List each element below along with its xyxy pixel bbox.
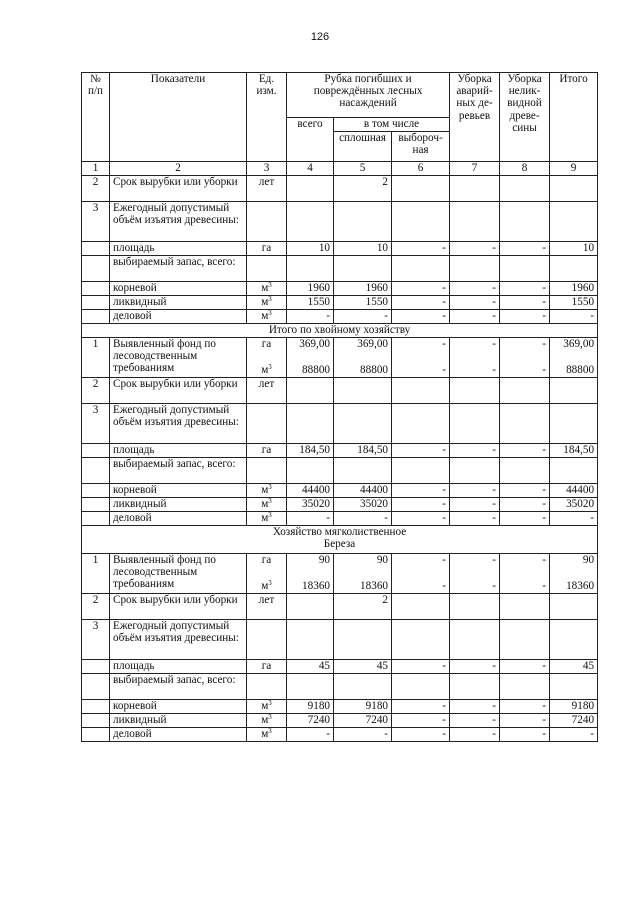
col-number: 4 xyxy=(287,162,334,176)
value-cell xyxy=(334,620,392,660)
row-unit: га $м^3$ xyxy=(247,554,287,594)
value-cell: - xyxy=(392,498,450,512)
value-cell: 1960 xyxy=(334,282,392,296)
value-cell: 369,00 88800 xyxy=(550,338,598,378)
row-number xyxy=(82,674,110,700)
value-cell: - xyxy=(500,660,550,674)
value-cell: - xyxy=(450,310,500,324)
value-cell xyxy=(450,620,500,660)
row-number: 1 xyxy=(82,554,110,594)
value-cell: - xyxy=(450,296,500,310)
value-cell xyxy=(450,378,500,404)
value-cell xyxy=(500,378,550,404)
row-unit: лет xyxy=(247,378,287,404)
row-number: 2 xyxy=(82,594,110,620)
value-cell: - xyxy=(450,498,500,512)
table-row xyxy=(82,484,598,498)
value-cell xyxy=(550,458,598,484)
value-cell: - xyxy=(287,512,334,526)
table-row xyxy=(82,310,598,324)
col-number: 3 xyxy=(247,162,287,176)
page-number: 126 xyxy=(310,31,330,43)
value-cell: - xyxy=(392,484,450,498)
value-cell xyxy=(500,256,550,282)
value-cell xyxy=(392,674,450,700)
value-cell: - xyxy=(500,512,550,526)
value-cell: 9180 xyxy=(334,700,392,714)
value-cell xyxy=(392,620,450,660)
header-emergency: Уборка аварий-ных де-ревьев xyxy=(450,73,500,162)
value-cell: - xyxy=(392,282,450,296)
section-header-row xyxy=(82,324,598,338)
row-number xyxy=(82,310,110,324)
value-cell: 90 18360 xyxy=(550,554,598,594)
col-number: 7 xyxy=(450,162,500,176)
row-unit: га xyxy=(247,660,287,674)
col-number: 2 xyxy=(110,162,247,176)
value-cell: - xyxy=(500,296,550,310)
value-cell: - xyxy=(450,282,500,296)
table-row xyxy=(82,674,598,700)
value-cell: - xyxy=(287,728,334,742)
value-cell: - xyxy=(392,444,450,458)
value-cell xyxy=(334,378,392,404)
value-cell: - xyxy=(500,498,550,512)
value-cell: - - xyxy=(500,554,550,594)
value-cell xyxy=(287,256,334,282)
row-number: 3 xyxy=(82,404,110,444)
row-label: корневой xyxy=(110,700,247,714)
value-cell: 10 xyxy=(287,242,334,256)
value-cell xyxy=(287,176,334,202)
value-cell: - xyxy=(392,714,450,728)
table-row xyxy=(82,282,598,296)
value-cell xyxy=(392,594,450,620)
row-number xyxy=(82,714,110,728)
section-header-row xyxy=(82,526,598,554)
row-number xyxy=(82,512,110,526)
row-unit: га xyxy=(247,242,287,256)
table-row xyxy=(82,700,598,714)
row-label: деловой xyxy=(110,728,247,742)
value-cell: - - xyxy=(450,554,500,594)
value-cell: - xyxy=(500,700,550,714)
value-cell: - xyxy=(500,444,550,458)
row-label: ликвидный xyxy=(110,296,247,310)
value-cell: 1550 xyxy=(287,296,334,310)
row-unit: $м^3$ xyxy=(247,714,287,728)
value-cell: 35020 xyxy=(287,498,334,512)
value-cell: - xyxy=(392,242,450,256)
value-cell: 44400 xyxy=(287,484,334,498)
table-row xyxy=(82,242,598,256)
header-selective: выбороч-ная xyxy=(392,132,450,162)
value-cell: - xyxy=(500,242,550,256)
value-cell xyxy=(450,202,500,242)
value-cell xyxy=(287,458,334,484)
table-row xyxy=(82,404,598,444)
value-cell xyxy=(287,594,334,620)
value-cell: 7240 xyxy=(287,714,334,728)
row-number xyxy=(82,728,110,742)
row-label: корневой xyxy=(110,484,247,498)
table-row xyxy=(82,444,598,458)
header-total-all: всего xyxy=(287,118,334,162)
value-cell: - - xyxy=(392,338,450,378)
row-label: Выявленный фонд по лесоводственным требованиям xyxy=(110,338,247,378)
table-row xyxy=(82,202,598,242)
row-unit: лет xyxy=(247,176,287,202)
value-cell xyxy=(550,176,598,202)
row-number xyxy=(82,282,110,296)
table-row xyxy=(82,714,598,728)
value-cell: - xyxy=(392,512,450,526)
table-row xyxy=(82,338,598,378)
value-cell: 7240 xyxy=(550,714,598,728)
row-number xyxy=(82,458,110,484)
row-label: деловой xyxy=(110,512,247,526)
header-including: в том числе xyxy=(334,118,450,132)
value-cell: - xyxy=(392,700,450,714)
row-label: Срок вырубки или уборки xyxy=(110,176,247,202)
col-number: 6 xyxy=(392,162,450,176)
row-label: Ежегодный допустимый объём изъятия древесины: xyxy=(110,202,247,242)
row-unit xyxy=(247,620,287,660)
table-row xyxy=(82,498,598,512)
value-cell: 9180 xyxy=(550,700,598,714)
table-row xyxy=(82,594,598,620)
value-cell: 7240 xyxy=(334,714,392,728)
value-cell: 45 xyxy=(334,660,392,674)
value-cell: - xyxy=(392,296,450,310)
value-cell xyxy=(550,594,598,620)
value-cell: 2 xyxy=(334,176,392,202)
value-cell: 9180 xyxy=(287,700,334,714)
row-unit: $м^3$ xyxy=(247,728,287,742)
row-label: Срок вырубки или уборки xyxy=(110,594,247,620)
row-label: Срок вырубки или уборки xyxy=(110,378,247,404)
value-cell: - xyxy=(550,728,598,742)
value-cell xyxy=(287,674,334,700)
value-cell xyxy=(500,594,550,620)
value-cell xyxy=(450,594,500,620)
row-label: Ежегодный допустимый объём изъятия древесины: xyxy=(110,404,247,444)
value-cell: - - xyxy=(450,338,500,378)
value-cell: 1550 xyxy=(334,296,392,310)
value-cell: 1550 xyxy=(550,296,598,310)
value-cell: 45 xyxy=(287,660,334,674)
table-row xyxy=(82,728,598,742)
value-cell xyxy=(287,404,334,444)
value-cell: - xyxy=(287,310,334,324)
value-cell: - - xyxy=(392,554,450,594)
row-unit: га $м^3$ xyxy=(247,338,287,378)
value-cell: - xyxy=(450,512,500,526)
row-label: выбираемый запас, всего: xyxy=(110,674,247,700)
value-cell xyxy=(392,202,450,242)
table-row xyxy=(82,176,598,202)
value-cell: - xyxy=(450,660,500,674)
value-cell xyxy=(392,176,450,202)
row-number xyxy=(82,498,110,512)
row-label: деловой xyxy=(110,310,247,324)
row-number xyxy=(82,444,110,458)
value-cell xyxy=(550,404,598,444)
col-number: 9 xyxy=(550,162,598,176)
value-cell: 369,00 88800 xyxy=(334,338,392,378)
col-number: 8 xyxy=(500,162,550,176)
value-cell: - xyxy=(500,310,550,324)
value-cell: 90 18360 xyxy=(334,554,392,594)
row-number: 2 xyxy=(82,176,110,202)
value-cell: 35020 xyxy=(334,498,392,512)
row-unit: га xyxy=(247,444,287,458)
row-number: 1 xyxy=(82,338,110,378)
row-unit: $м^3$ xyxy=(247,484,287,498)
row-label: площадь xyxy=(110,242,247,256)
value-cell: 184,50 xyxy=(550,444,598,458)
value-cell xyxy=(500,458,550,484)
row-number xyxy=(82,484,110,498)
section-title: Хозяйство мягколиственное Береза xyxy=(82,526,598,554)
row-number: 3 xyxy=(82,202,110,242)
table-row xyxy=(82,256,598,282)
value-cell: 1960 xyxy=(287,282,334,296)
value-cell: - xyxy=(500,484,550,498)
row-label: площадь xyxy=(110,660,247,674)
row-unit xyxy=(247,256,287,282)
forest-felling-table xyxy=(81,72,598,742)
value-cell xyxy=(550,674,598,700)
value-cell xyxy=(500,176,550,202)
value-cell xyxy=(500,620,550,660)
value-cell: 44400 xyxy=(334,484,392,498)
value-cell xyxy=(550,256,598,282)
value-cell xyxy=(500,404,550,444)
row-number: 3 xyxy=(82,620,110,660)
value-cell xyxy=(334,674,392,700)
value-cell: - xyxy=(450,242,500,256)
row-number xyxy=(82,700,110,714)
header-clear: сплошная xyxy=(334,132,392,162)
value-cell: 44400 xyxy=(550,484,598,498)
value-cell xyxy=(450,256,500,282)
row-unit: $м^3$ xyxy=(247,296,287,310)
table-row xyxy=(82,620,598,660)
value-cell xyxy=(392,458,450,484)
value-cell: - xyxy=(450,444,500,458)
value-cell: 10 xyxy=(334,242,392,256)
value-cell: 2 xyxy=(334,594,392,620)
row-label: ликвидный xyxy=(110,714,247,728)
table-row xyxy=(82,458,598,484)
value-cell xyxy=(287,202,334,242)
header-illiquid: Уборка нелик-видной древе-сины xyxy=(500,73,550,162)
column-numbers-row xyxy=(82,162,598,176)
row-unit: $м^3$ xyxy=(247,512,287,526)
header-indicators: Показатели xyxy=(110,73,247,162)
value-cell xyxy=(500,674,550,700)
row-number xyxy=(82,256,110,282)
value-cell xyxy=(500,202,550,242)
header-felling: Рубка погибших и повреждённых лесных насаждений xyxy=(287,73,450,118)
value-cell: - xyxy=(450,728,500,742)
row-unit: $м^3$ xyxy=(247,498,287,512)
table-row xyxy=(82,378,598,404)
value-cell xyxy=(334,202,392,242)
row-unit: $м^3$ xyxy=(247,282,287,296)
value-cell: - xyxy=(500,282,550,296)
value-cell xyxy=(392,404,450,444)
row-number xyxy=(82,660,110,674)
value-cell: 369,00 88800 xyxy=(287,338,334,378)
value-cell: - xyxy=(334,512,392,526)
value-cell xyxy=(334,458,392,484)
row-label: ликвидный xyxy=(110,498,247,512)
value-cell: - xyxy=(450,484,500,498)
value-cell: - xyxy=(550,512,598,526)
value-cell: 90 18360 xyxy=(287,554,334,594)
row-label: корневой xyxy=(110,282,247,296)
value-cell: - xyxy=(334,728,392,742)
value-cell xyxy=(450,404,500,444)
value-cell xyxy=(450,458,500,484)
value-cell: - xyxy=(392,728,450,742)
row-unit: $м^3$ xyxy=(247,310,287,324)
row-unit: лет xyxy=(247,594,287,620)
value-cell xyxy=(334,256,392,282)
value-cell: - xyxy=(392,660,450,674)
value-cell xyxy=(450,674,500,700)
value-cell xyxy=(550,202,598,242)
value-cell xyxy=(550,378,598,404)
row-unit xyxy=(247,674,287,700)
value-cell xyxy=(392,378,450,404)
value-cell: - xyxy=(500,714,550,728)
row-label: Ежегодный допустимый объём изъятия древесины: xyxy=(110,620,247,660)
col-number: 1 xyxy=(82,162,110,176)
value-cell: 1960 xyxy=(550,282,598,296)
value-cell: 184,50 xyxy=(334,444,392,458)
row-label: выбираемый запас, всего: xyxy=(110,256,247,282)
col-number: 5 xyxy=(334,162,392,176)
row-number xyxy=(82,242,110,256)
value-cell: 10 xyxy=(550,242,598,256)
table-row xyxy=(82,296,598,310)
table-row xyxy=(82,512,598,526)
value-cell: 184,50 xyxy=(287,444,334,458)
value-cell xyxy=(392,256,450,282)
row-unit xyxy=(247,202,287,242)
row-number: 2 xyxy=(82,378,110,404)
value-cell: - xyxy=(334,310,392,324)
value-cell xyxy=(287,620,334,660)
value-cell: - xyxy=(500,728,550,742)
value-cell xyxy=(334,404,392,444)
table-body xyxy=(82,176,598,742)
row-unit xyxy=(247,404,287,444)
value-cell: 45 xyxy=(550,660,598,674)
value-cell: - xyxy=(450,700,500,714)
row-number xyxy=(82,296,110,310)
row-unit xyxy=(247,458,287,484)
value-cell xyxy=(287,378,334,404)
value-cell: 35020 xyxy=(550,498,598,512)
table-row xyxy=(82,660,598,674)
row-label: выбираемый запас, всего: xyxy=(110,458,247,484)
value-cell xyxy=(450,176,500,202)
value-cell xyxy=(550,620,598,660)
value-cell: - xyxy=(550,310,598,324)
value-cell: - - xyxy=(500,338,550,378)
row-unit: $м^3$ xyxy=(247,700,287,714)
section-title: Итого по хвойному хозяйству xyxy=(82,324,598,338)
value-cell: - xyxy=(450,714,500,728)
row-label: Выявленный фонд по лесоводственным требованиям xyxy=(110,554,247,594)
row-label: площадь xyxy=(110,444,247,458)
header-num: № п/п xyxy=(82,73,110,162)
header-unit: Ед. изм. xyxy=(247,73,287,162)
table-row xyxy=(82,554,598,594)
header-total: Итого xyxy=(550,73,598,162)
value-cell: - xyxy=(392,310,450,324)
